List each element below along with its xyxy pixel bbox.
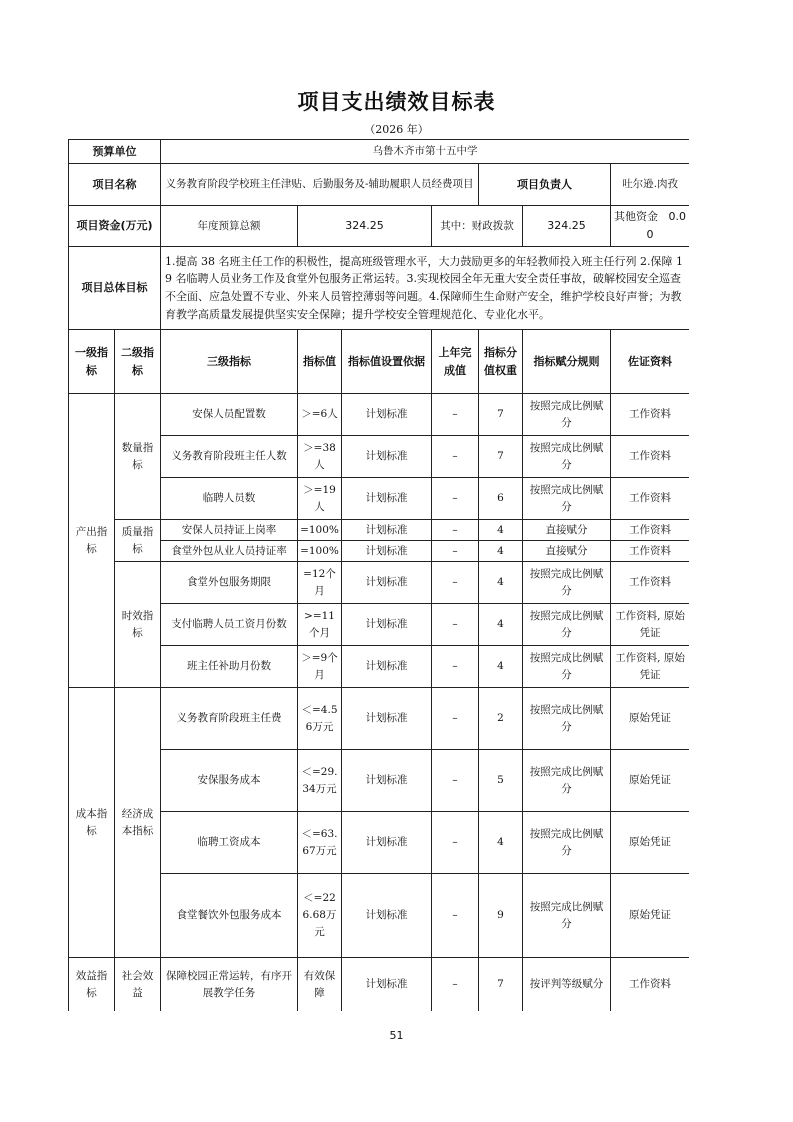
indicator-weight: 4 [479, 812, 523, 874]
table-row [69, 750, 690, 812]
project-owner-value: 吐尔逊.肉孜 [611, 164, 690, 206]
indicator-rule: 按照完成比例赋分 [523, 436, 611, 478]
fiscal-year: （2026 年） [364, 123, 429, 136]
indicator-basis: 计划标准 [342, 688, 432, 750]
table-row [69, 874, 690, 958]
table-row [69, 394, 690, 436]
indicator-weight: 4 [479, 541, 523, 562]
fiscal-allocation-value: 324.25 [523, 206, 611, 247]
indicator-weight: 9 [479, 874, 523, 958]
indicator-evidence: 原始凭证 [611, 874, 690, 958]
table-row [69, 812, 690, 874]
indicator-evidence: 工作资料 [611, 436, 690, 478]
indicator-value: >=11个月 [298, 604, 342, 646]
table-row [69, 436, 690, 478]
indicator-evidence: 工作资料, 原始凭证 [611, 604, 690, 646]
indicator-basis: 计划标准 [342, 958, 432, 1012]
header-level1: 一级指标 [69, 330, 115, 394]
indicator-prev: – [432, 478, 479, 520]
indicator-basis: 计划标准 [342, 562, 432, 604]
indicator-prev: – [432, 646, 479, 688]
indicator-prev: – [432, 874, 479, 958]
indicator-prev: – [432, 436, 479, 478]
project-name-value: 义务教育阶段学校班主任津贴、后勤服务及-辅助履职人员经费项目 [161, 164, 479, 206]
indicator-evidence: 工作资料 [611, 520, 690, 541]
indicator-basis: 计划标准 [342, 520, 432, 541]
indicator-evidence: 工作资料 [611, 541, 690, 562]
table-row [69, 688, 690, 750]
group-quality: 质量指标 [115, 520, 161, 562]
indicator-header-row [69, 330, 690, 394]
indicator-weight: 4 [479, 520, 523, 541]
indicator-rule: 按照完成比例赋分 [523, 394, 611, 436]
fiscal-allocation-label: 其中：财政拨款 [432, 206, 523, 247]
indicator-value: ＞=9个月 [298, 646, 342, 688]
annual-budget-value: 324.25 [298, 206, 432, 247]
annual-budget-label: 年度预算总额 [161, 206, 298, 247]
indicator-weight: 7 [479, 394, 523, 436]
indicator-basis: 计划标准 [342, 604, 432, 646]
table-row [69, 520, 690, 541]
other-funds-label: 其他资金 [614, 210, 659, 224]
page-number: 51 [389, 1029, 404, 1042]
indicator-basis: 计划标准 [342, 812, 432, 874]
header-level3: 三级指标 [161, 330, 298, 394]
table-row [69, 562, 690, 604]
budget-unit-label: 预算单位 [69, 140, 161, 164]
indicator-basis: 计划标准 [342, 646, 432, 688]
header-weight: 指标分值权重 [479, 330, 523, 394]
indicator-prev: – [432, 562, 479, 604]
group-benefit: 效益指标 [69, 958, 115, 1012]
indicator-evidence: 工作资料, 原始凭证 [611, 646, 690, 688]
header-value: 指标值 [298, 330, 342, 394]
project-funds-label: 项目资金(万元) [69, 206, 161, 247]
indicator-prev: – [432, 688, 479, 750]
group-quantity: 数量指标 [115, 394, 161, 520]
indicator-name: 安保人员持证上岗率 [161, 520, 298, 541]
budget-unit-value: 乌鲁木齐市第十五中学 [161, 140, 690, 164]
other-funds-amount: 0.00 [646, 210, 687, 241]
indicator-prev: – [432, 750, 479, 812]
header-level2: 二级指标 [115, 330, 161, 394]
project-owner-label: 项目负责人 [479, 164, 611, 206]
indicator-prev: – [432, 394, 479, 436]
indicator-name: 临聘人员数 [161, 478, 298, 520]
project-funds-row [69, 206, 690, 247]
table-row [69, 604, 690, 646]
indicator-prev: – [432, 541, 479, 562]
indicator-value: 有效保障 [298, 958, 342, 1012]
performance-target-table [68, 139, 689, 1011]
indicator-value: ＜=226.68万元 [298, 874, 342, 958]
group-economic: 经济成本指标 [115, 688, 161, 958]
indicator-name: 临聘工资成本 [161, 812, 298, 874]
indicator-evidence: 原始凭证 [611, 750, 690, 812]
indicator-value: =100% [298, 541, 342, 562]
other-funds-value [611, 206, 690, 247]
table-row [69, 646, 690, 688]
group-output: 产出指标 [69, 394, 115, 688]
indicator-value: ＜=29.34万元 [298, 750, 342, 812]
indicator-name: 义务教育阶段班主任人数 [161, 436, 298, 478]
indicator-rule: 按照完成比例赋分 [523, 478, 611, 520]
indicator-name: 班主任补助月份数 [161, 646, 298, 688]
indicator-value: ＞=6人 [298, 394, 342, 436]
indicator-rule: 按评判等级赋分 [523, 958, 611, 1012]
indicator-value: =100% [298, 520, 342, 541]
indicator-weight: 2 [479, 688, 523, 750]
indicator-value: ＜=4.56万元 [298, 688, 342, 750]
indicator-basis: 计划标准 [342, 478, 432, 520]
indicator-name: 食堂外包服务期限 [161, 562, 298, 604]
overall-goal-text: 1.提高 38 名班主任工作的积极性，提高班级管理水平，大力鼓励更多的年轻教师投入班主任行列 2.保障 19 名临聘人员业务工作及食堂外包服务正常运转。3.实现校园全年无重大安全责任事故，破解校园安全巡查不全面、应急处置不专业、外来人员管控薄弱等问题。4.保障师生生命财产安全，维护学校良好声誉；为教育教学高质量发展提供坚实安全保障；提升学校安全管理规范化、专业化水平。 [161, 247, 690, 330]
indicator-rule: 直接赋分 [523, 520, 611, 541]
header-rule: 指标赋分规则 [523, 330, 611, 394]
project-name-label: 项目名称 [69, 164, 161, 206]
indicator-name: 食堂餐饮外包服务成本 [161, 874, 298, 958]
header-evidence: 佐证资料 [611, 330, 690, 394]
group-social: 社会效益 [115, 958, 161, 1012]
indicator-prev: – [432, 604, 479, 646]
indicator-prev: – [432, 812, 479, 874]
indicator-basis: 计划标准 [342, 394, 432, 436]
page-title: 项目支出绩效目标表 [297, 90, 496, 114]
indicator-evidence: 工作资料 [611, 478, 690, 520]
indicator-evidence: 工作资料 [611, 958, 690, 1012]
indicator-basis: 计划标准 [342, 874, 432, 958]
group-cost: 成本指标 [69, 688, 115, 958]
table-row [69, 958, 690, 1012]
indicator-value: =12个月 [298, 562, 342, 604]
indicator-basis: 计划标准 [342, 436, 432, 478]
indicator-name: 保障校园正常运转，有序开展教学任务 [161, 958, 298, 1012]
indicator-weight: 4 [479, 562, 523, 604]
indicator-rule: 按照完成比例赋分 [523, 604, 611, 646]
indicator-evidence: 原始凭证 [611, 688, 690, 750]
indicator-weight: 6 [479, 478, 523, 520]
table-row [69, 478, 690, 520]
indicator-weight: 4 [479, 646, 523, 688]
indicator-weight: 4 [479, 604, 523, 646]
indicator-rule: 按照完成比例赋分 [523, 688, 611, 750]
indicator-rule: 按照完成比例赋分 [523, 812, 611, 874]
performance-table-wrapper [68, 139, 689, 1011]
indicator-evidence: 工作资料 [611, 394, 690, 436]
table-row [69, 541, 690, 562]
indicator-weight: 7 [479, 436, 523, 478]
indicator-basis: 计划标准 [342, 541, 432, 562]
indicator-rule: 直接赋分 [523, 541, 611, 562]
indicator-name: 安保服务成本 [161, 750, 298, 812]
indicator-prev: – [432, 520, 479, 541]
header-basis: 指标值设置依据 [342, 330, 432, 394]
indicator-prev: – [432, 958, 479, 1012]
header-prev: 上年完成值 [432, 330, 479, 394]
indicator-value: ＜=63.67万元 [298, 812, 342, 874]
indicator-name: 支付临聘人员工资月份数 [161, 604, 298, 646]
indicator-name: 安保人员配置数 [161, 394, 298, 436]
group-timeliness: 时效指标 [115, 562, 161, 688]
overall-goal-label: 项目总体目标 [69, 247, 161, 330]
indicator-rule: 按照完成比例赋分 [523, 750, 611, 812]
budget-unit-row [69, 140, 690, 164]
indicator-weight: 7 [479, 958, 523, 1012]
indicator-rule: 按照完成比例赋分 [523, 874, 611, 958]
indicator-evidence: 原始凭证 [611, 812, 690, 874]
indicator-value: ＞=38人 [298, 436, 342, 478]
indicator-weight: 5 [479, 750, 523, 812]
project-name-row [69, 164, 690, 206]
overall-goal-row [69, 247, 690, 330]
indicator-name: 义务教育阶段班主任费 [161, 688, 298, 750]
indicator-basis: 计划标准 [342, 750, 432, 812]
indicator-rule: 按照完成比例赋分 [523, 646, 611, 688]
indicator-name: 食堂外包从业人员持证率 [161, 541, 298, 562]
indicator-value: ＞=19人 [298, 478, 342, 520]
indicator-evidence: 工作资料 [611, 562, 690, 604]
indicator-rule: 按照完成比例赋分 [523, 562, 611, 604]
